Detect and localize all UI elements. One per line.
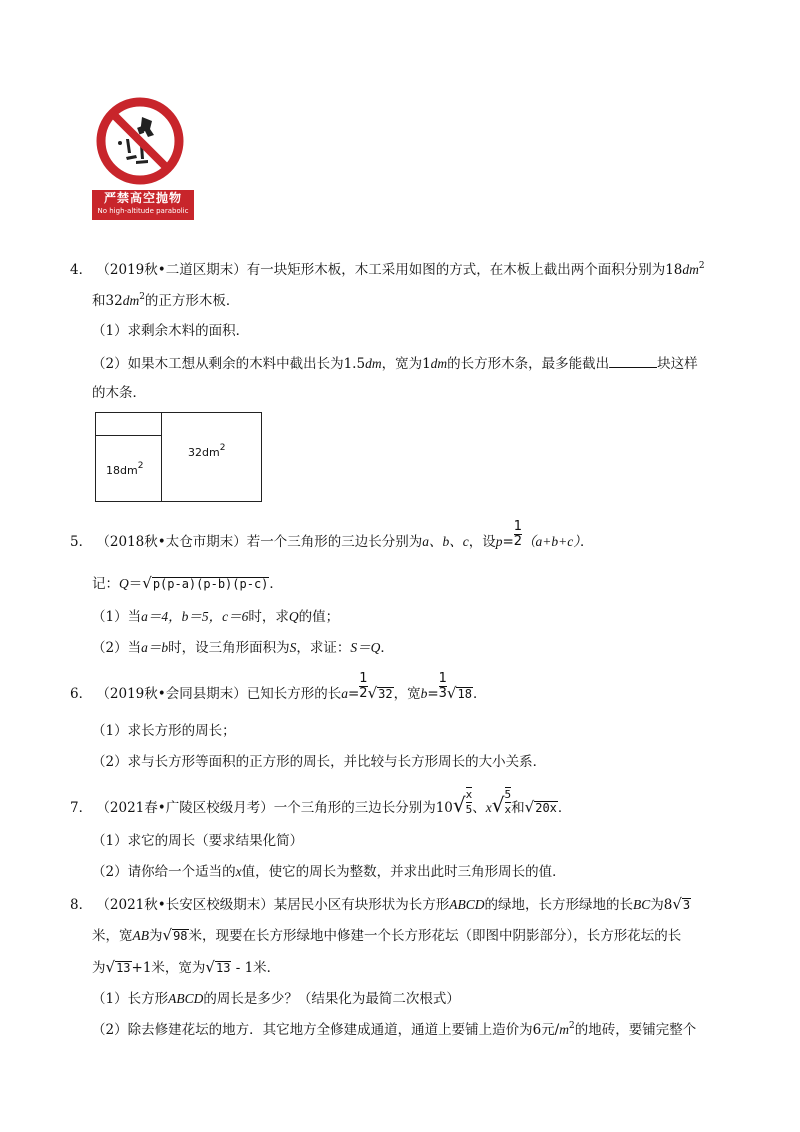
q4-and: 和: [92, 293, 106, 309]
q4-part2-line1: [92, 352, 698, 372]
q4-area2: 32: [105, 293, 123, 309]
q4-board-diagram: [95, 412, 262, 502]
q5-part2: （2）当a＝b时，设三角形面积为S，求证：S＝Q．: [92, 640, 394, 656]
q4-part2-c: 的长方形木条，最多能截出: [447, 356, 610, 372]
q5-abc: a、b、c: [422, 534, 469, 549]
q8-part2: （2）除去修建花坛的地方．其它地方全修建成通道，通道上要铺上造价为6元$/m^2$的地砖，要铺完整个: [92, 1021, 697, 1038]
q5-part1: （1）当a＝4，b＝5，c＝6时，求Q的值；: [92, 609, 340, 625]
q6-source: （2019秋•会同县期末）: [96, 686, 247, 702]
q5-note: 记：Q＝√p(p-a)(p-b)(p-c)．: [92, 574, 283, 592]
q8-stem-line2: 米，宽AB为√98米，现要在长方形绿地中修建一个长方形花坛（即图中阴影部分），长方形花坛的长: [92, 926, 682, 944]
q4-unit-4: dm: [430, 356, 448, 371]
q5-fraction: $\frac{1}{2}$: [513, 519, 523, 549]
board-label-small: $18dm^2$: [106, 461, 144, 477]
q6-fraction-1: $\frac{1}{2}$: [359, 671, 368, 701]
q4-unit-2: dm: [122, 293, 140, 308]
q7-radical-2: $\frac{5}{x}$: [504, 787, 512, 816]
q5-part1-values: a＝4，b＝5，c＝6: [141, 609, 249, 624]
q6-fraction-2: $\frac{1}{3}$: [438, 671, 447, 701]
q5-period: ．: [580, 534, 594, 550]
q5-stem-b: ，设: [468, 534, 496, 550]
q4-exp: 2: [698, 261, 705, 271]
q6-stem: 6． （2019秋•会同县期末）已知长方形的长a= $\frac{1}{2}$ √32，宽b= $\frac{1}{3}$ √18．: [70, 671, 487, 702]
q5-radical: p(p-a)(p-b)(p-c): [152, 577, 269, 591]
q4-exp-2: 2: [139, 292, 145, 302]
q8-part1: （1）长方形ABCD的周长是多少？（结果化为最简二次根式）: [92, 991, 460, 1007]
q4-part2-a: （2）如果木工想从剩余的木料中截出长为: [92, 356, 344, 372]
q7-radical-3: 20x: [535, 801, 557, 815]
q7-radical-1: $\frac{x}{5}$: [465, 787, 473, 816]
q4-part2-d: 块这样: [657, 356, 698, 372]
q4-stem-line2: [92, 289, 239, 309]
q4-unit: dm: [682, 262, 699, 277]
q8-width-radical: 13: [215, 961, 231, 975]
q4-stem-text: 有一块矩形木板，木工采用如图的方式，在木板上截出两个面积分别为: [246, 262, 666, 278]
q8-ab-radical: 98: [173, 929, 188, 943]
q8-number: 8．: [70, 897, 93, 913]
q7-part2: （2）请你给一个适当的x值，使它的周长为整数，并求出此时三角形周长的值．: [92, 864, 566, 880]
q8-stem-line3: 为√13+1米，宽为√13 - 1米．: [92, 958, 281, 976]
q8-length-radical: 13: [116, 961, 131, 975]
q6-stem-text: 已知长方形的长: [246, 686, 342, 702]
q4-area1: 18: [665, 262, 683, 278]
q4-part2-line2: 的木条．: [92, 385, 146, 401]
q6-part1: （1）求长方形的周长；: [92, 723, 236, 739]
q7-stem: 7． （2021春•广陵区校级月考）一个三角形的三边长分别为10√ $\frac{x}{5}$ 、x√ $\frac{5}{x}$ 和√20x．: [70, 787, 572, 817]
q7-part1: （1）求它的周长（要求结果化简）: [92, 833, 304, 849]
q4-width: 1: [422, 356, 431, 372]
q6-a: a: [341, 686, 348, 701]
q5-part2-claim: S＝Q: [350, 640, 381, 655]
q5-stem-text: 若一个三角形的三边长分别为: [246, 534, 423, 550]
q7-coef: 10: [435, 800, 453, 816]
q4-unit-3: dm: [365, 356, 382, 371]
q5-source: （2018秋•太仓市期末）: [96, 534, 247, 550]
no-throwing-sign-icon: [96, 97, 184, 185]
q8-bc-radical: 3: [682, 898, 691, 912]
q8-stem-text: 某居民小区有块形状为长方形: [273, 897, 450, 913]
board-label-large: $32dm^2$: [188, 443, 226, 459]
q5-number: 5．: [70, 534, 93, 550]
q4-stem-end: 的正方形木板．: [144, 293, 240, 309]
q4-answer-blank[interactable]: [609, 367, 657, 368]
sign-text-en: No high-altitude parabolic: [97, 207, 189, 215]
q7-source: （2021春•广陵区校级月考）: [96, 800, 274, 816]
q4-source: （2019秋•二道区期末）: [96, 262, 247, 278]
q6-radical-2: 18: [457, 687, 472, 701]
board-divider-horizontal: [96, 435, 161, 436]
sign-text-cn: 严禁高空抛物: [103, 191, 182, 205]
q4-number: 4．: [70, 262, 93, 278]
board-divider-vertical: [161, 413, 162, 501]
q5-p: p: [495, 534, 503, 549]
q5-paren: （a+b+c）: [522, 534, 581, 549]
q5-Q: Q: [119, 576, 129, 591]
q5-stem: [70, 519, 594, 550]
q5-note-label: 记：: [92, 576, 119, 592]
q5-part2-cond: a＝b: [141, 640, 169, 655]
sign-banner: [92, 190, 194, 220]
q4-stem-line1: [70, 258, 705, 278]
q7-stem-text: 一个三角形的三边长分别为: [273, 800, 436, 816]
q7-number: 7．: [70, 800, 93, 816]
q6-part2: （2）求与长方形等面积的正方形的周长，并比较与长方形周长的大小关系．: [92, 754, 547, 770]
q4-part2-b: ，宽为: [381, 356, 423, 372]
q6-radical-1: 32: [378, 687, 393, 701]
q8-stem-line1: 8． （2021秋•长安区校级期末）某居民小区有块形状为长方形ABCD的绿地，长方形绿地的长BC为8√3: [70, 895, 691, 913]
q6-number: 6．: [70, 686, 93, 702]
q8-source: （2021秋•长安区校级期末）: [96, 897, 274, 913]
q4-length: 1.5: [343, 356, 366, 372]
q5-eq: =: [502, 534, 514, 550]
q6-b: b: [420, 686, 428, 701]
q4-part1: （1）求剩余木料的面积．: [92, 323, 250, 339]
